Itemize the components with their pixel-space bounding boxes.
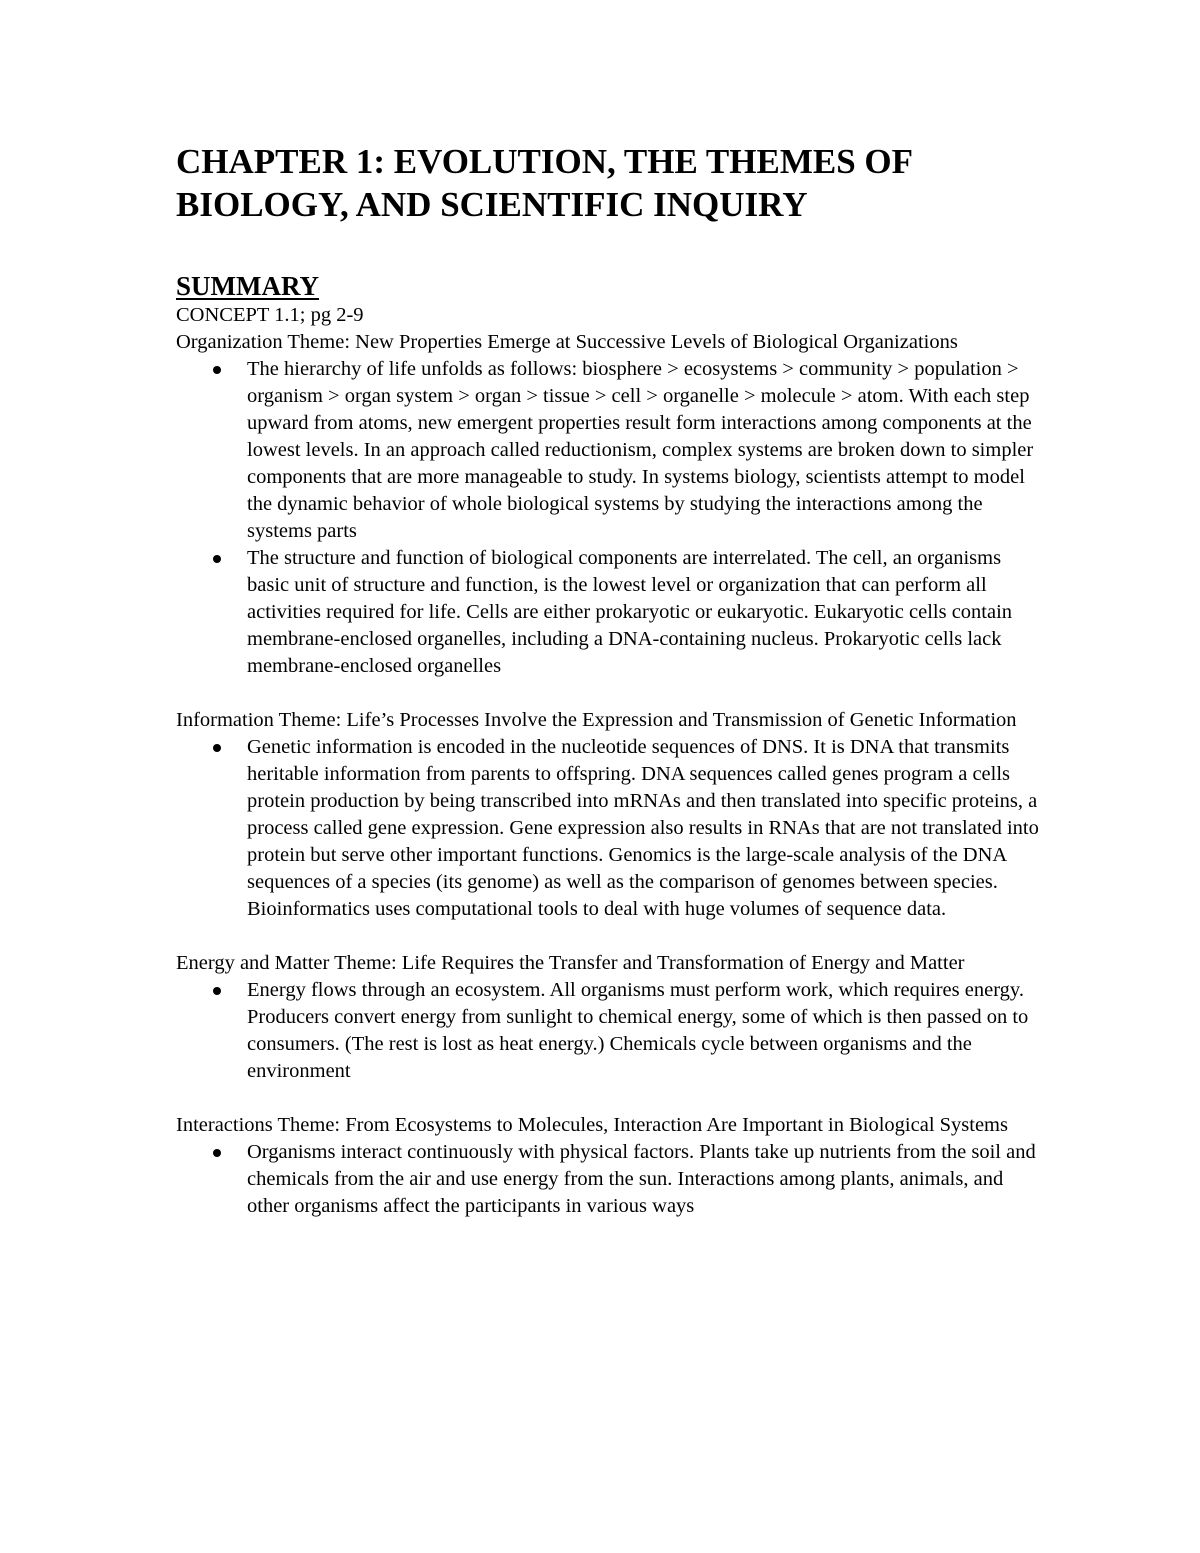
bullet-icon: [213, 555, 221, 563]
theme-heading: Organization Theme: New Properties Emerge at Successive Levels of Biological Organizations: [176, 331, 958, 353]
bullet-icon: [213, 987, 221, 995]
bullet-text: Organisms interact continuously with physical factors. Plants take up nutrients from the soil and chemicals from the air and use energy from the sun. Interactions among plants, animals, and other organisms affect the participants in various ways: [247, 1141, 1036, 1217]
section-information-theme: [176, 707, 1046, 923]
section-energy-matter-theme: [176, 950, 1046, 1085]
bullet-icon: [213, 1149, 221, 1157]
bullet-icon: [213, 366, 221, 374]
document-body: [176, 140, 1046, 1220]
bullet-text: The hierarchy of life unfolds as follows: biosphere > ecosystems > community > population > organism > organ system > organ > tissue > cell > organelle > molecule > atom. With each step upward from atoms, new emergent properties result form interactions among components at the lowest levels. In an approach called reductionism, complex systems are broken down to simpler components that are more manageable to study. In systems biology, scientists attempt to model the dynamic behavior of whole biological systems by studying the interactions among the systems parts: [247, 358, 1034, 542]
bullet-text: Energy flows through an ecosystem. All organisms must perform work, which requires energy. Producers convert energy from sunlight to chemical energy, some of which is then passed on to consumers. (The rest is lost as heat energy.) Chemicals cycle between organisms and the environment: [247, 979, 1029, 1082]
bullet-text: The structure and function of biological components are interrelated. The cell, an organisms basic unit of structure and function, is the lowest level or organization that can perform all activities required for life. Cells are either prokaryotic or eukaryotic. Eukaryotic cells contain membrane-enclosed organelles, including a DNA-containing nucleus. Prokaryotic cells lack membrane-enclosed organelles: [247, 547, 1013, 677]
bullet-item: [176, 545, 1046, 680]
summary-heading: SUMMARY: [176, 271, 320, 301]
bullet-item: [176, 1139, 1046, 1220]
concept-reference: CONCEPT 1.1; pg 2-9: [176, 304, 364, 326]
section-organization-theme: [176, 329, 1046, 680]
bullet-list: [176, 977, 1046, 1085]
bullet-icon: [213, 744, 221, 752]
bullet-list: [176, 356, 1046, 680]
bullet-item: [176, 977, 1046, 1085]
bullet-text: Genetic information is encoded in the nucleotide sequences of DNS. It is DNA that transmits heritable information from parents to offspring. DNA sequences called genes program a cells protein production by being transcribed into mRNAs and then translated into specific proteins, a process called gene expression. Gene expression also results in RNAs that are not translated into protein but serve other important functions. Genomics is the large-scale analysis of the DNA sequences of a species (its genome) as well as the comparison of genomes between species. Bioinformatics uses computational tools to deal with huge volumes of sequence data.: [247, 736, 1039, 920]
bullet-list: [176, 1139, 1046, 1220]
theme-heading: Information Theme: Life’s Processes Involve the Expression and Transmission of Genetic Information: [176, 709, 1017, 731]
bullet-list: [176, 734, 1046, 923]
chapter-title: CHAPTER 1: EVOLUTION, THE THEMES OF BIOLOGY, AND SCIENTIFIC INQUIRY: [176, 142, 912, 224]
bullet-item: [176, 356, 1046, 545]
section-interactions-theme: [176, 1112, 1046, 1220]
theme-heading: Interactions Theme: From Ecosystems to Molecules, Interaction Are Important in Biological Systems: [176, 1114, 1008, 1136]
bullet-item: [176, 734, 1046, 923]
theme-heading: Energy and Matter Theme: Life Requires the Transfer and Transformation of Energy and Matter: [176, 952, 965, 974]
